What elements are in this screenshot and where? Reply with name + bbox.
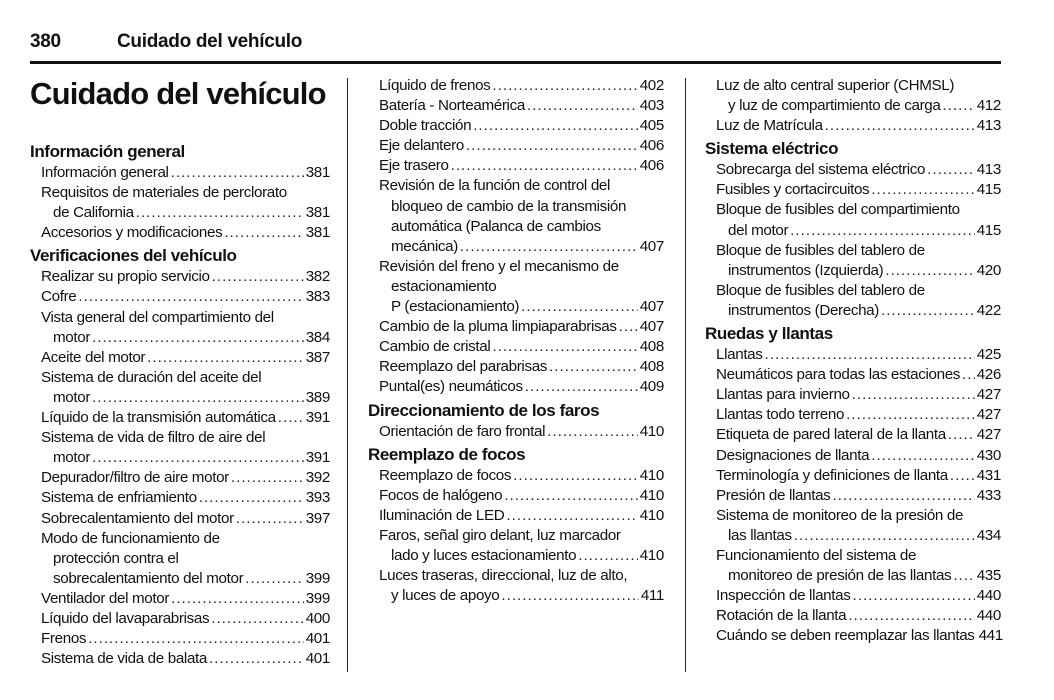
- toc-page-number: 415: [976, 181, 1001, 199]
- toc-entry[interactable]: [705, 281, 1001, 321]
- toc-entry-text: Cambio de cristal: [379, 338, 491, 356]
- toc-page-number: 410: [639, 466, 664, 484]
- toc-dot-leader: [790, 221, 975, 241]
- toc-entry-text: Reemplazo del parabrisas: [379, 358, 548, 376]
- toc-entry-text: Etiqueta de pared lateral de la llanta: [716, 426, 946, 444]
- toc-entry-text: Sistema de vida de filtro de aire del: [41, 429, 266, 447]
- toc-page-number: 412: [976, 97, 1001, 115]
- toc-entry-text: bloqueo de cambio de la transmisión: [391, 197, 627, 215]
- toc-page-number: 383: [305, 288, 330, 306]
- toc-entry[interactable]: [705, 116, 1001, 136]
- toc-page-number: 400: [305, 609, 330, 627]
- toc-entry-text: Fusibles y cortacircuitos: [716, 181, 870, 199]
- toc-entry[interactable]: [30, 428, 330, 468]
- toc-page-number: 393: [305, 489, 330, 507]
- toc-page-number: 382: [305, 268, 330, 286]
- toc-entry-text: Información general: [41, 164, 169, 181]
- toc-entry-text: y luces de apoyo: [391, 587, 500, 605]
- toc-dot-leader: [92, 388, 304, 408]
- toc-page-number: 433: [976, 486, 1001, 504]
- toc-dot-leader: [852, 385, 975, 405]
- toc-entry-text: monitoreo de presión de las llantas: [728, 567, 952, 585]
- toc-page-number: 441: [978, 627, 1003, 645]
- toc-page-number: 408: [639, 358, 664, 376]
- toc-entry-text: motor: [53, 449, 91, 467]
- toc-page-number: 413: [976, 117, 1001, 135]
- toc-page-number: 409: [639, 378, 664, 396]
- toc-entry-text: instrumentos (Izquierda): [728, 261, 884, 279]
- toc-entry-text: Eje delantero: [379, 137, 464, 155]
- toc-dot-leader: [881, 301, 975, 321]
- toc-page-number: 422: [976, 301, 1001, 319]
- toc-entry[interactable]: [368, 466, 664, 486]
- toc-dot-leader: [211, 609, 303, 629]
- toc-entry-text: Sobrecarga del sistema eléctrico: [716, 161, 926, 179]
- toc-page-number: 426: [976, 366, 1001, 384]
- toc-page-number: 408: [639, 338, 664, 356]
- toc-dot-leader: [88, 629, 304, 649]
- toc-entry-text: Batería - Norteamérica: [379, 97, 525, 115]
- toc-entry[interactable]: [368, 317, 664, 337]
- toc-entry-text: sobrecalentamiento del motor: [53, 569, 244, 587]
- toc-entry[interactable]: [705, 200, 1001, 240]
- toc-section-heading: Ruedas y llantas: [705, 324, 833, 344]
- toc-entry[interactable]: [368, 566, 664, 606]
- toc-entry-text: Rotación de la llanta: [716, 607, 847, 625]
- toc-dot-leader: [473, 116, 638, 136]
- toc-dot-leader: [147, 348, 304, 368]
- toc-entry-text: Revisión de la función de control del: [379, 177, 611, 195]
- toc-page-number: 415: [976, 221, 1001, 239]
- toc-page-number: 381: [305, 164, 330, 181]
- toc-page-number: 401: [305, 630, 330, 648]
- toc-entry-text: Líquido de la transmisión automática: [41, 409, 276, 427]
- toc-dot-leader: [212, 267, 304, 287]
- toc-page-number: 381: [305, 224, 330, 242]
- toc-entry-text: Revisión del freno y el mecanismo de: [379, 257, 619, 275]
- toc-entry-text: Terminología y definiciones de llanta: [716, 466, 948, 484]
- toc-dot-leader: [209, 649, 304, 669]
- toc-entry[interactable]: [705, 606, 1001, 626]
- toc-page-number: 427: [976, 426, 1001, 444]
- toc-dot-leader: [948, 425, 975, 445]
- toc-dot-leader: [527, 96, 638, 116]
- toc-entry-text: Funcionamiento del sistema de: [716, 546, 917, 564]
- toc-entry-text: Luz de alto central superior (CHMSL): [716, 77, 955, 94]
- toc-entry-text: Sistema de duración del aceite del: [41, 368, 262, 386]
- toc-dot-leader: [92, 328, 304, 348]
- toc-entry[interactable]: [368, 76, 664, 96]
- toc-section-heading: Direccionamiento de los faros: [368, 400, 600, 420]
- toc-page-number: 392: [305, 469, 330, 487]
- toc-page-number: 410: [639, 506, 664, 524]
- toc-entry[interactable]: [705, 180, 1001, 200]
- toc-entry[interactable]: [368, 337, 664, 357]
- toc-entry[interactable]: [705, 76, 1001, 116]
- toc-dot-leader: [231, 468, 304, 488]
- toc-page-number: 410: [639, 422, 664, 440]
- toc-entry-text: Orientación de faro frontal: [379, 422, 546, 440]
- column-divider: [347, 78, 348, 672]
- toc-page-number: 410: [639, 486, 664, 504]
- toc-entry[interactable]: [705, 241, 1001, 281]
- toc-entry-text: automática (Palanca de cambios: [391, 217, 601, 235]
- toc-entry[interactable]: [368, 136, 664, 156]
- toc-entry-text: Cuándo se deben reemplazar las llantas: [716, 627, 975, 645]
- toc-entry-text: Llantas todo terreno: [716, 406, 845, 424]
- toc-entry-text: Bloque de fusibles del tablero de: [716, 281, 925, 299]
- toc-dot-leader: [492, 76, 637, 96]
- toc-entry-text: Cofre: [41, 288, 77, 306]
- toc-dot-leader: [460, 237, 638, 257]
- toc-dot-leader: [504, 486, 637, 506]
- toc-dot-leader: [871, 180, 974, 200]
- toc-entry-text: estacionamiento: [391, 277, 497, 295]
- toc-entry-text: Focos de halógeno: [379, 486, 503, 504]
- toc-page-number: 405: [639, 117, 664, 135]
- toc-section-heading: Verificaciones del vehículo: [30, 246, 237, 266]
- toc-dot-leader: [848, 606, 974, 626]
- toc-entry[interactable]: [30, 287, 330, 307]
- toc-dot-leader: [466, 136, 638, 156]
- toc-entry[interactable]: [30, 629, 330, 649]
- toc-page-number: 440: [976, 607, 1001, 625]
- toc-entry[interactable]: [30, 308, 330, 348]
- toc-dot-leader: [136, 203, 304, 223]
- toc-page-number: 381: [305, 204, 330, 222]
- toc-entry-text: de California: [53, 204, 134, 222]
- toc-entry-text: Frenos: [41, 630, 87, 648]
- toc-dot-leader: [92, 448, 304, 468]
- toc-column-3: [705, 76, 1001, 646]
- toc-entry-text: Bloque de fusibles del tablero de: [716, 241, 925, 259]
- toc-dot-leader: [765, 345, 975, 365]
- toc-page-number: 403: [639, 97, 664, 115]
- toc-entry-text: Neumáticos para todas las estaciones: [716, 366, 961, 384]
- toc-entry[interactable]: [705, 160, 1001, 180]
- toc-entry-text: Designaciones de llanta: [716, 446, 870, 464]
- toc-dot-leader: [578, 546, 637, 566]
- toc-page-number: 435: [976, 567, 1001, 585]
- toc-entry-text: lado y luces estacionamiento: [391, 546, 577, 564]
- column-divider: [685, 78, 686, 672]
- toc-entry[interactable]: [705, 405, 1001, 425]
- toc-entry-text: Accesorios y modificaciones: [41, 224, 223, 242]
- toc-entry[interactable]: [30, 529, 330, 589]
- toc-entry-text: Reemplazo de focos: [379, 466, 512, 484]
- toc-entry-text: Llantas para invierno: [716, 386, 850, 404]
- toc-dot-leader: [950, 466, 975, 486]
- toc-page-number: 431: [976, 466, 1001, 484]
- toc-entry-text: Eje trasero: [379, 157, 449, 175]
- toc-dot-leader: [619, 317, 638, 337]
- toc-entry[interactable]: [368, 486, 664, 506]
- toc-entry[interactable]: [705, 586, 1001, 606]
- toc-entry-text: Bloque de fusibles del compartimiento: [716, 201, 960, 219]
- toc-dot-leader: [78, 287, 303, 307]
- toc-entry-text: Luz de Matrícula: [716, 117, 823, 135]
- toc-page-number: 401: [305, 650, 330, 668]
- toc-dot-leader: [927, 160, 975, 180]
- toc-entry[interactable]: [30, 348, 330, 368]
- toc-entry[interactable]: [368, 377, 664, 397]
- toc-section-heading: Información general: [30, 142, 185, 161]
- toc-entry-text: Doble tracción: [379, 117, 472, 135]
- toc-entry-text: Iluminación de LED: [379, 506, 505, 524]
- toc-entry-text: Sistema de monitoreo de la presión de: [716, 506, 964, 524]
- toc-column-1: [30, 76, 330, 669]
- toc-page-number: 406: [639, 137, 664, 155]
- toc-column-2: [368, 76, 664, 606]
- toc-entry-text: Puntal(es) neumáticos: [379, 378, 523, 396]
- toc-dot-leader: [506, 506, 637, 526]
- toc-section-heading: Reemplazo de focos: [368, 444, 526, 464]
- toc-entry[interactable]: [30, 609, 330, 629]
- toc-entry[interactable]: [30, 183, 330, 223]
- toc-entry[interactable]: [705, 626, 1001, 646]
- toc-page-number: 402: [639, 77, 664, 94]
- toc-entry[interactable]: [705, 385, 1001, 405]
- toc-dot-leader: [224, 223, 303, 243]
- toc-entry[interactable]: [705, 345, 1001, 365]
- toc-entry[interactable]: [368, 176, 664, 256]
- toc-entry-text: Depurador/filtro de aire motor: [41, 469, 229, 487]
- toc-entry[interactable]: [705, 365, 1001, 385]
- toc-page-number: 399: [305, 589, 330, 607]
- toc-page-number: 397: [305, 509, 330, 527]
- toc-page-number: 406: [639, 157, 664, 175]
- toc-entry[interactable]: [368, 506, 664, 526]
- toc-entry[interactable]: [30, 163, 330, 183]
- toc-page-number: 430: [976, 446, 1001, 464]
- toc-entry-text: Ventilador del motor: [41, 589, 170, 607]
- toc-dot-leader: [171, 163, 304, 183]
- toc-dot-leader: [549, 357, 638, 377]
- toc-entry-text: del motor: [728, 221, 789, 239]
- toc-dot-leader: [513, 466, 638, 486]
- toc-entry[interactable]: [368, 257, 664, 317]
- toc-entry-text: Inspección de llantas: [716, 587, 851, 605]
- toc-page-number: 413: [976, 161, 1001, 179]
- toc-entry[interactable]: [705, 466, 1001, 486]
- toc-dot-leader: [832, 486, 974, 506]
- toc-entry-text: Aceite del motor: [41, 348, 146, 366]
- toc-page-number: 387: [305, 348, 330, 366]
- toc-dot-leader: [501, 586, 638, 606]
- toc-dot-leader: [492, 337, 637, 357]
- toc-page-number: 399: [305, 569, 330, 587]
- toc-section-heading: Sistema eléctrico: [705, 139, 839, 159]
- toc-entry[interactable]: [368, 156, 664, 176]
- chapter-title: Cuidado del vehículo: [30, 76, 326, 111]
- toc-entry-text: las llantas: [728, 526, 792, 544]
- toc-entry[interactable]: [705, 425, 1001, 445]
- toc-page-number: 440: [976, 587, 1001, 605]
- toc-dot-leader: [853, 586, 975, 606]
- toc-entry[interactable]: [705, 446, 1001, 466]
- toc-entry-text: Líquido de frenos: [379, 77, 491, 94]
- toc-entry[interactable]: [368, 526, 664, 566]
- toc-dot-leader: [825, 116, 975, 136]
- toc-dot-leader: [525, 377, 638, 397]
- toc-entry-text: Sobrecalentamiento del motor: [41, 509, 234, 527]
- toc-dot-leader: [278, 408, 304, 428]
- toc-entry-text: motor: [53, 328, 91, 346]
- toc-entry-text: Luces traseras, direccional, luz de alto,: [379, 567, 628, 585]
- toc-page-number: 427: [976, 386, 1001, 404]
- toc-dot-leader: [962, 365, 975, 385]
- toc-entry-text: Cambio de la pluma limpiaparabrisas: [379, 318, 617, 336]
- page-number: 380: [30, 31, 61, 52]
- toc-page-number: 420: [976, 261, 1001, 279]
- toc-page-number: 389: [305, 388, 330, 406]
- toc-entry-text: Faros, señal giro delant, luz marcador: [379, 526, 621, 544]
- toc-dot-leader: [871, 446, 974, 466]
- toc-entry[interactable]: [30, 468, 330, 488]
- toc-entry[interactable]: [30, 509, 330, 529]
- toc-entry[interactable]: [30, 223, 330, 243]
- toc-entry[interactable]: [368, 357, 664, 377]
- toc-dot-leader: [451, 156, 638, 176]
- toc-dot-leader: [846, 405, 975, 425]
- toc-dot-leader: [794, 526, 975, 546]
- toc-page-number: 391: [305, 449, 330, 467]
- toc-entry-text: Vista general del compartimiento del: [41, 308, 274, 326]
- toc-page-number: 427: [976, 406, 1001, 424]
- toc-dot-leader: [199, 488, 304, 508]
- toc-entry-text: protección contra el: [53, 549, 179, 567]
- toc-page-number: 434: [976, 526, 1001, 544]
- toc-page-number: 407: [639, 298, 664, 316]
- toc-dot-leader: [953, 566, 974, 586]
- toc-dot-leader: [885, 261, 974, 281]
- toc-page-number: 407: [639, 237, 664, 255]
- toc-entry[interactable]: [705, 546, 1001, 586]
- toc-page-number: 411: [640, 587, 664, 605]
- toc-entry[interactable]: [368, 96, 664, 116]
- toc-dot-leader: [547, 422, 638, 442]
- toc-entry-text: y luz de compartimiento de carga: [728, 97, 941, 115]
- toc-dot-leader: [943, 96, 975, 116]
- toc-entry-text: Líquido del lavaparabrisas: [41, 609, 210, 627]
- toc-entry[interactable]: [30, 408, 330, 428]
- toc-dot-leader: [245, 569, 303, 589]
- header-rule: [30, 61, 1001, 64]
- toc-entry[interactable]: [368, 116, 664, 136]
- toc-dot-leader: [521, 297, 638, 317]
- toc-entry[interactable]: [30, 488, 330, 508]
- toc-entry-text: Llantas: [716, 346, 763, 364]
- toc-entry[interactable]: [30, 368, 330, 408]
- toc-entry-text: P (estacionamiento): [391, 298, 520, 316]
- toc-entry-text: Presión de llantas: [716, 486, 831, 504]
- toc-entry[interactable]: [705, 486, 1001, 506]
- toc-entry-text: mecánica): [391, 237, 458, 255]
- page-header: [30, 31, 1000, 57]
- toc-entry-text: Sistema de enfriamiento: [41, 489, 197, 507]
- toc-entry[interactable]: [368, 422, 664, 442]
- toc-entry-text: Modo de funcionamiento de: [41, 529, 220, 547]
- toc-page-number: 384: [305, 328, 330, 346]
- toc-entry-text: Realizar su propio servicio: [41, 268, 210, 286]
- toc-entry-text: Requisitos de materiales de perclorato: [41, 184, 287, 202]
- toc-page-number: 410: [639, 546, 664, 564]
- toc-entry-text: Sistema de vida de balata: [41, 650, 208, 668]
- toc-entry[interactable]: [30, 649, 330, 669]
- toc-entry[interactable]: [30, 589, 330, 609]
- toc-page-number: 391: [305, 409, 330, 427]
- toc-page-number: 425: [976, 346, 1001, 364]
- toc-dot-leader: [236, 509, 304, 529]
- toc-entry-text: instrumentos (Derecha): [728, 301, 879, 319]
- toc-entry-text: motor: [53, 388, 91, 406]
- toc-dot-leader: [171, 589, 304, 609]
- running-header-title: Cuidado del vehículo: [117, 31, 303, 52]
- toc-entry[interactable]: [705, 506, 1001, 546]
- toc-entry[interactable]: [30, 267, 330, 287]
- toc-page-number: 407: [639, 318, 664, 336]
